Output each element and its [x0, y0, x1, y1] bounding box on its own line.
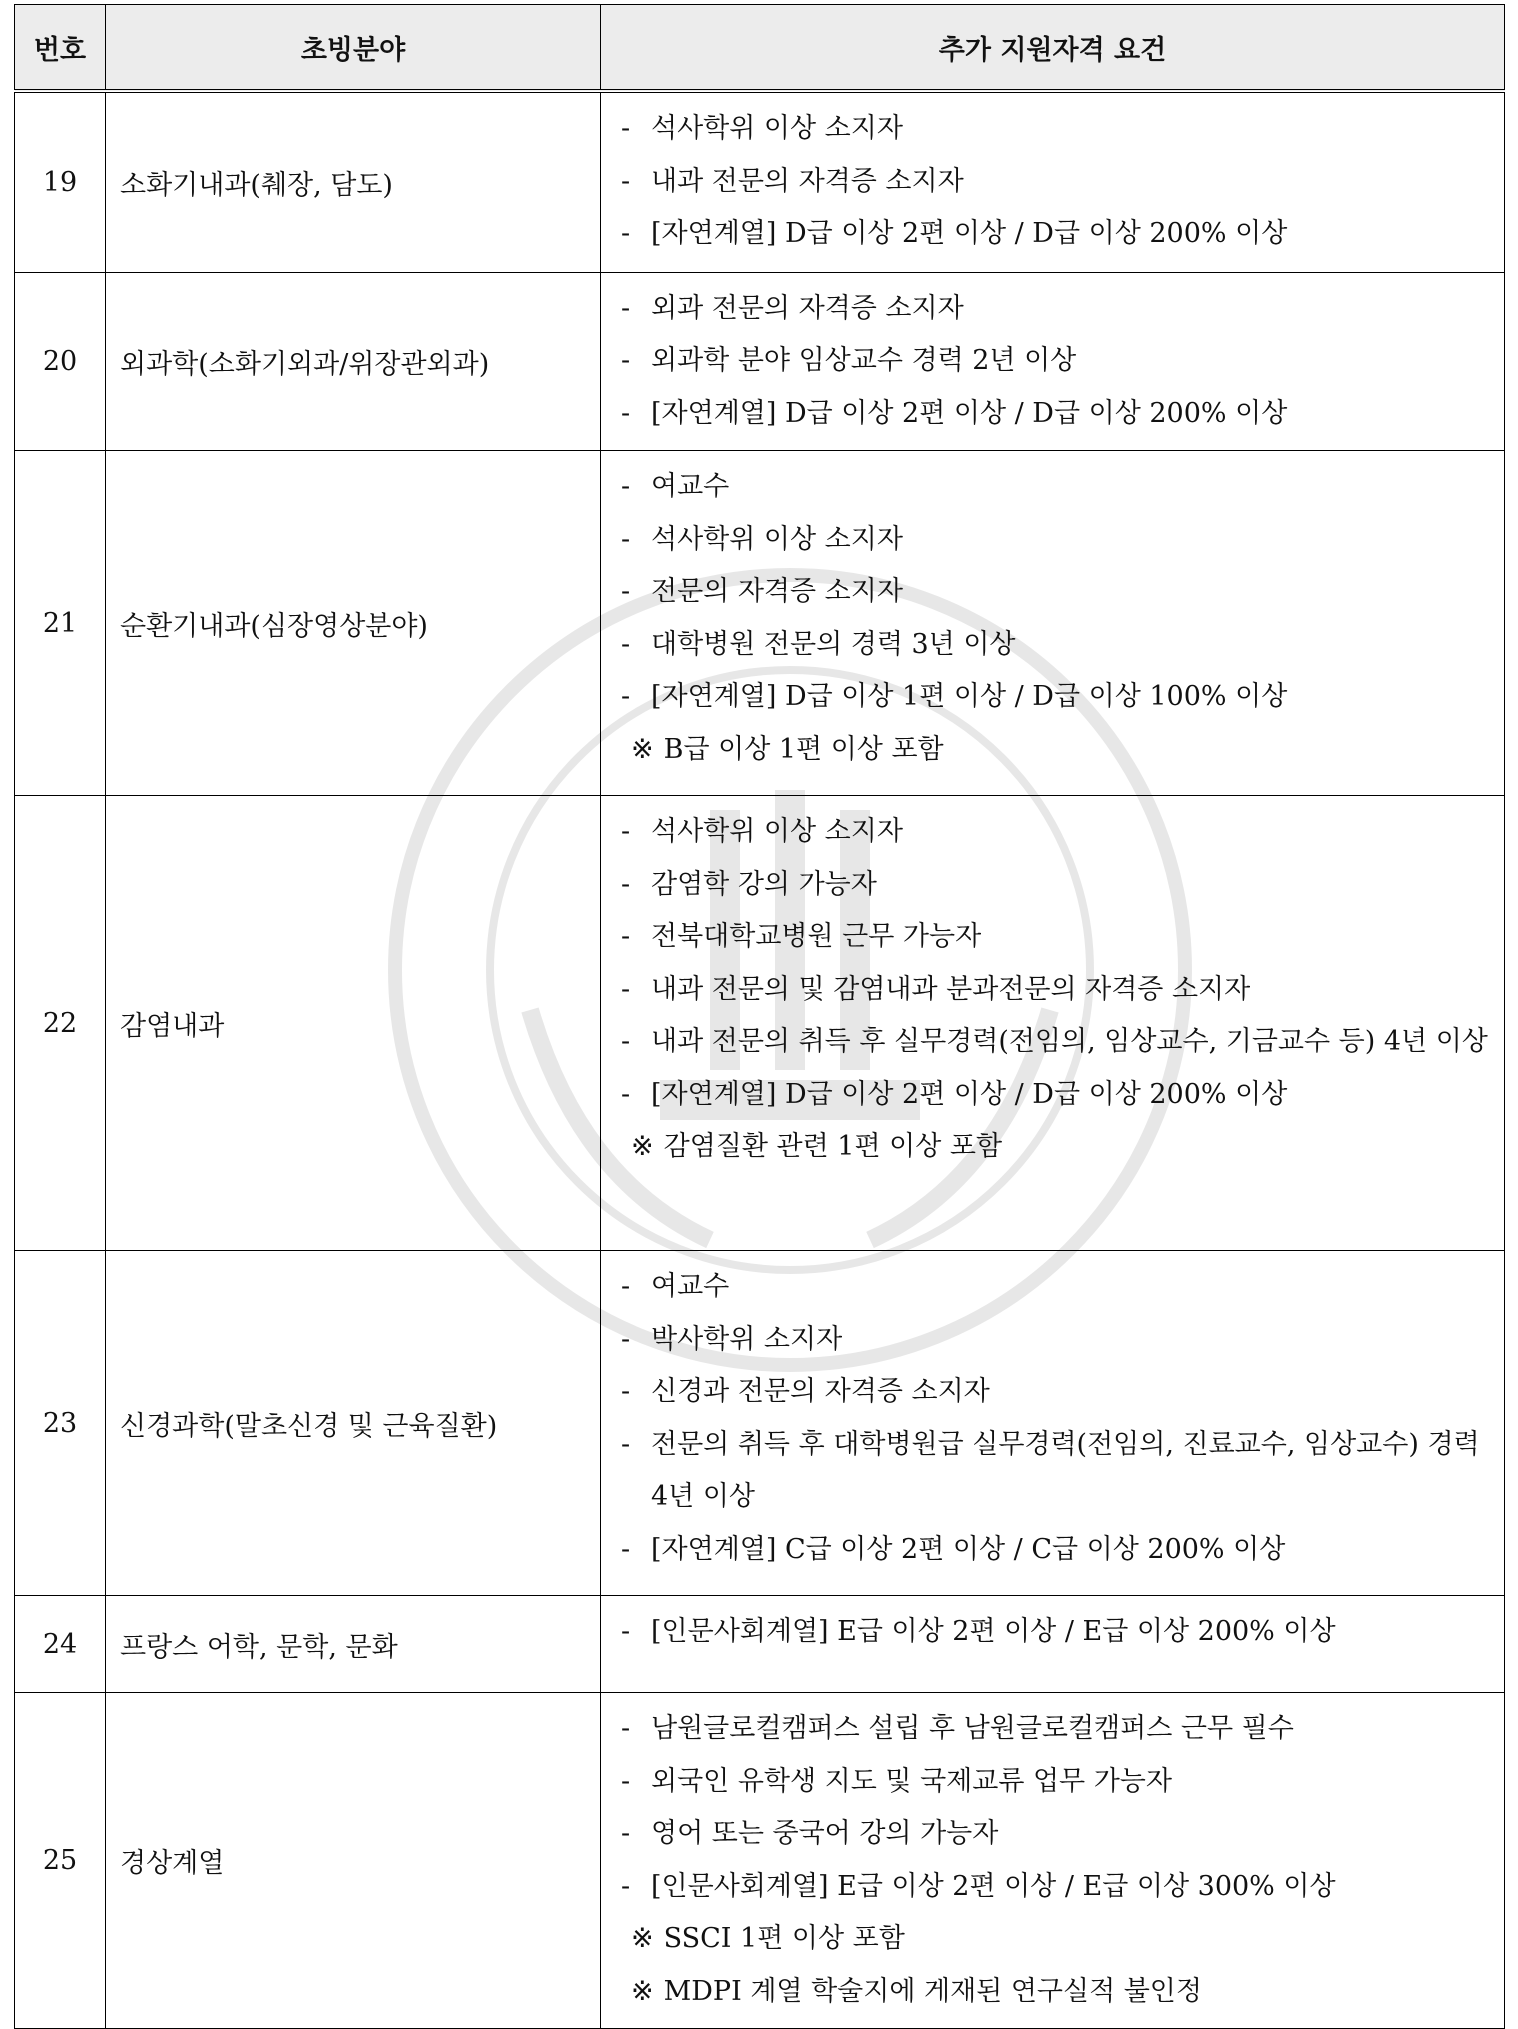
requirement-item — [621, 461, 1494, 514]
bullet-dash: - — [621, 471, 631, 502]
recruitment-table — [14, 4, 1505, 2029]
requirement-text: [자연계열] D급 이상 2편 이상 / D급 이상 200% 이상 — [651, 397, 1288, 429]
row-field: 감염내과 — [106, 796, 601, 1251]
header-requirements: 추가 지원자격 요건 — [601, 5, 1505, 92]
header-number: 번호 — [15, 5, 106, 92]
requirement-text: [인문사회계열] E급 이상 2편 이상 / E급 이상 200% 이상 — [651, 1616, 1336, 1647]
requirement-text: 내과 전문의 취득 후 실무경력(전임의, 임상교수, 기금교수 등) 4년 이상 — [651, 1026, 1488, 1057]
requirement-item — [621, 103, 1494, 156]
requirement-item — [621, 335, 1494, 388]
table-header-row — [15, 5, 1505, 92]
requirement-text: 내과 전문의 및 감염내과 분과전문의 자격증 소지자 — [651, 973, 1251, 1005]
requirement-text: [자연계열] C급 이상 2편 이상 / C급 이상 200% 이상 — [651, 1533, 1286, 1565]
note-text: MDPI 계열 학술지에 게재된 연구실적 불인정 — [663, 1975, 1202, 2007]
table-row — [15, 1596, 1505, 1693]
requirement-item — [621, 156, 1494, 209]
bullet-dash: - — [621, 1428, 631, 1460]
note-mark: ※ — [631, 1131, 654, 1162]
requirement-text: 외국인 유학생 지도 및 국제교류 업무 가능자 — [651, 1765, 1172, 1797]
requirement-text: [자연계열] D급 이상 2편 이상 / D급 이상 200% 이상 — [651, 1078, 1288, 1110]
note-mark: ※ — [631, 733, 654, 765]
bullet-dash: - — [621, 345, 631, 376]
requirement-item — [621, 1419, 1494, 1524]
row-requirements — [601, 1596, 1505, 1693]
row-field: 외과학(소화기외과/위장관외과) — [106, 272, 601, 451]
requirement-text: 전북대학교병원 근무 가능자 — [651, 921, 982, 952]
bullet-dash: - — [621, 1376, 631, 1407]
row-number: 22 — [15, 796, 106, 1251]
requirement-text: 석사학위 이상 소지자 — [651, 523, 903, 555]
requirement-item — [621, 1524, 1494, 1577]
row-requirements — [601, 1693, 1505, 2029]
bullet-dash: - — [621, 816, 631, 847]
row-requirements — [601, 451, 1505, 796]
requirement-item — [621, 1606, 1494, 1659]
table-row — [15, 451, 1505, 796]
bullet-dash: - — [621, 921, 631, 952]
bullet-dash: - — [621, 1533, 631, 1565]
row-number: 20 — [15, 272, 106, 451]
row-requirements — [601, 1251, 1505, 1596]
table-row — [15, 1693, 1505, 2029]
requirement-item — [621, 964, 1494, 1017]
table-row — [15, 272, 1505, 451]
requirement-item — [621, 1069, 1494, 1122]
requirement-item — [621, 514, 1494, 567]
requirement-item — [621, 911, 1494, 964]
table-row — [15, 1251, 1505, 1596]
note-mark: ※ — [631, 1975, 654, 2007]
bullet-dash: - — [621, 1870, 631, 1902]
note-text: 감염질환 관련 1편 이상 포함 — [663, 1131, 1003, 1162]
requirement-note — [621, 724, 1494, 777]
bullet-dash: - — [621, 165, 631, 197]
header-field: 초빙분야 — [106, 5, 601, 92]
requirement-text: 석사학위 이상 소지자 — [651, 816, 903, 847]
table-body — [15, 91, 1505, 2029]
bullet-dash: - — [621, 1026, 631, 1057]
requirement-text: 남원글로컬캠퍼스 설립 후 남원글로컬캠퍼스 근무 필수 — [651, 1713, 1294, 1744]
requirement-text: 영어 또는 중국어 강의 가능자 — [651, 1818, 999, 1849]
bullet-dash: - — [621, 1271, 631, 1302]
row-field: 경상계열 — [106, 1693, 601, 2029]
requirement-text: [자연계열] D급 이상 1편 이상 / D급 이상 100% 이상 — [651, 681, 1288, 712]
row-field: 소화기내과(췌장, 담도) — [106, 91, 601, 272]
requirement-item — [621, 283, 1494, 336]
bullet-dash: - — [621, 1078, 631, 1110]
bullet-dash: - — [621, 113, 631, 144]
row-requirements — [601, 272, 1505, 451]
requirement-text: 전문의 자격증 소지자 — [651, 576, 903, 607]
bullet-dash: - — [621, 1818, 631, 1849]
requirement-item — [621, 208, 1494, 261]
requirement-note — [621, 1966, 1494, 2019]
note-mark: ※ — [631, 1923, 654, 1954]
bullet-dash: - — [621, 292, 631, 324]
row-number: 21 — [15, 451, 106, 796]
row-number: 24 — [15, 1596, 106, 1693]
row-number: 19 — [15, 91, 106, 272]
row-requirements — [601, 91, 1505, 272]
bullet-dash: - — [621, 397, 631, 429]
requirement-item — [621, 1861, 1494, 1914]
bullet-dash: - — [621, 1713, 631, 1744]
bullet-dash: - — [621, 523, 631, 555]
requirement-text: 전문의 취득 후 대학병원급 실무경력(전임의, 진료교수, 임상교수) 경력 4년 이상 — [651, 1428, 1480, 1512]
bullet-dash: - — [621, 681, 631, 712]
requirement-item — [621, 1016, 1494, 1069]
table-row — [15, 796, 1505, 1251]
bullet-dash: - — [621, 628, 631, 660]
bullet-dash: - — [621, 1616, 631, 1647]
requirement-text: 석사학위 이상 소지자 — [651, 113, 903, 144]
requirement-item — [621, 1808, 1494, 1861]
bullet-dash: - — [621, 1765, 631, 1797]
requirement-item — [621, 619, 1494, 672]
row-field: 신경과학(말초신경 및 근육질환) — [106, 1251, 601, 1596]
requirement-text: 여교수 — [651, 1271, 730, 1302]
requirement-item — [621, 1366, 1494, 1419]
row-number: 25 — [15, 1693, 106, 2029]
row-requirements — [601, 796, 1505, 1251]
requirement-item — [621, 1703, 1494, 1756]
requirement-item — [621, 566, 1494, 619]
requirement-item — [621, 1261, 1494, 1314]
requirement-item — [621, 388, 1494, 441]
requirement-text: 외과 전문의 자격증 소지자 — [651, 292, 964, 324]
requirement-item — [621, 806, 1494, 859]
requirement-text: [인문사회계열] E급 이상 2편 이상 / E급 이상 300% 이상 — [651, 1870, 1336, 1902]
requirement-item — [621, 671, 1494, 724]
requirement-note — [621, 1913, 1494, 1966]
requirement-text: 외과학 분야 임상교수 경력 2년 이상 — [651, 345, 1077, 376]
requirement-text: 박사학위 소지자 — [651, 1323, 843, 1355]
requirement-item — [621, 859, 1494, 912]
requirement-text: 감염학 강의 가능자 — [651, 868, 877, 900]
bullet-dash: - — [621, 1323, 631, 1355]
note-text: B급 이상 1편 이상 포함 — [663, 733, 944, 765]
row-field: 순환기내과(심장영상분야) — [106, 451, 601, 796]
bullet-dash: - — [621, 868, 631, 900]
requirement-text: 내과 전문의 자격증 소지자 — [651, 165, 964, 197]
bullet-dash: - — [621, 218, 631, 249]
note-text: SSCI 1편 이상 포함 — [663, 1923, 905, 1954]
requirement-text: [자연계열] D급 이상 2편 이상 / D급 이상 200% 이상 — [651, 218, 1288, 249]
row-number: 23 — [15, 1251, 106, 1596]
requirement-text: 여교수 — [651, 471, 730, 502]
table-row — [15, 91, 1505, 272]
row-field: 프랑스 어학, 문학, 문화 — [106, 1596, 601, 1693]
requirement-item — [621, 1314, 1494, 1367]
requirement-text: 대학병원 전문의 경력 3년 이상 — [651, 628, 1016, 660]
bullet-dash: - — [621, 576, 631, 607]
bullet-dash: - — [621, 973, 631, 1005]
requirement-text: 신경과 전문의 자격증 소지자 — [651, 1376, 990, 1407]
requirement-item — [621, 1756, 1494, 1809]
requirement-note — [621, 1121, 1494, 1174]
